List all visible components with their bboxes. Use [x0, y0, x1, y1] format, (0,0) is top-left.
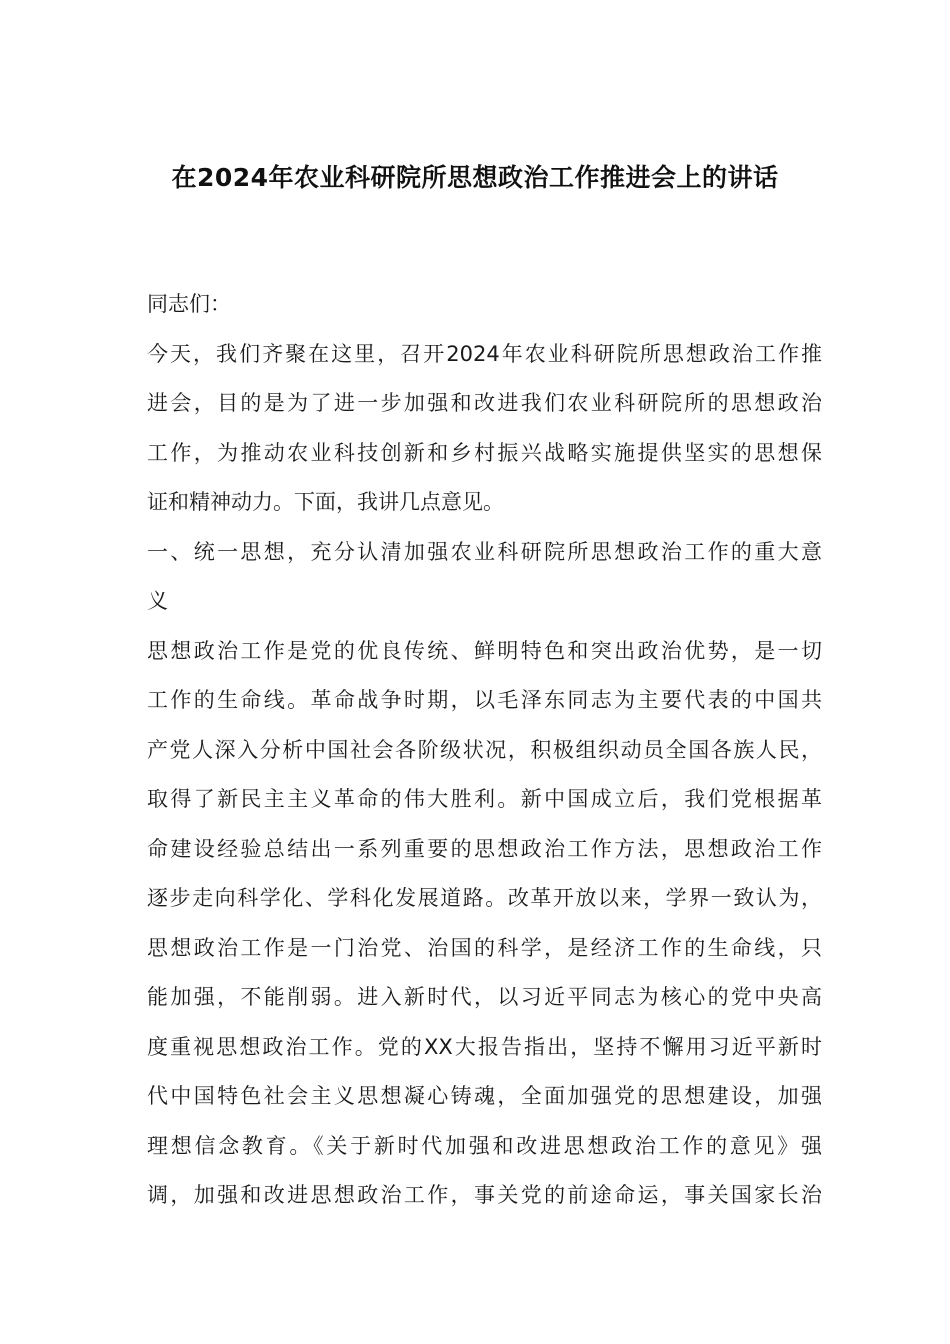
paragraph-line: 证和精神动力。下面，我讲几点意见。	[147, 490, 504, 514]
paragraph-line: 思想政治工作是党的优良传统、鲜明特色和突出政治优势，是一切	[147, 638, 822, 663]
section-heading-line: 义	[147, 589, 168, 613]
paragraph-line: 进会，目的是为了进一步加强和改进我们农业科研院所的思想政治	[147, 391, 822, 415]
paragraph-line: 代中国特色社会主义思想凝心铸魂，全面加强党的思想建设，加强	[147, 1084, 822, 1108]
salutation-line: 同志们：	[147, 292, 231, 316]
paragraph-line: 工作，为推动农业科技创新和乡村振兴战略实施提供坚实的思想保	[147, 440, 822, 465]
document-title: 在2024年农业科研院所思想政治工作推进会上的讲话	[171, 163, 779, 192]
document-body	[147, 280, 822, 1221]
paragraph-line: 命建设经验总结出一系列重要的思想政治工作方法，思想政治工作	[147, 836, 822, 861]
paragraph-line: 工作的生命线。革命战争时期，以毛泽东同志为主要代表的中国共	[147, 688, 822, 712]
paragraph-line: 思想政治工作是一门治党、治国的科学，是经济工作的生命线，只	[147, 935, 822, 960]
paragraph-line: 调，加强和改进思想政治工作，事关党的前途命运，事关国家长治	[147, 1183, 822, 1207]
paragraph-line: 今天，我们齐聚在这里，召开2024年农业科研院所思想政治工作推	[147, 341, 822, 366]
paragraph-line: 产党人深入分析中国社会各阶级状况，积极组织动员全国各族人民，	[147, 737, 822, 762]
paragraph-line: 取得了新民主主义革命的伟大胜利。新中国成立后，我们党根据革	[147, 787, 822, 811]
section-heading-line: 一、统一思想，充分认清加强农业科研院所思想政治工作的重大意	[147, 539, 822, 564]
paragraph-line: 逐步走向科学化、学科化发展道路。改革开放以来，学界一致认为，	[147, 886, 822, 910]
paragraph-line: 度重视思想政治工作。党的XX大报告指出，坚持不懈用习近平新时	[147, 1034, 822, 1059]
paragraph-line: 能加强，不能削弱。进入新时代，以习近平同志为核心的党中央高	[147, 985, 822, 1009]
paragraph-line: 理想信念教育。《关于新时代加强和改进思想政治工作的意见》强	[147, 1133, 822, 1158]
